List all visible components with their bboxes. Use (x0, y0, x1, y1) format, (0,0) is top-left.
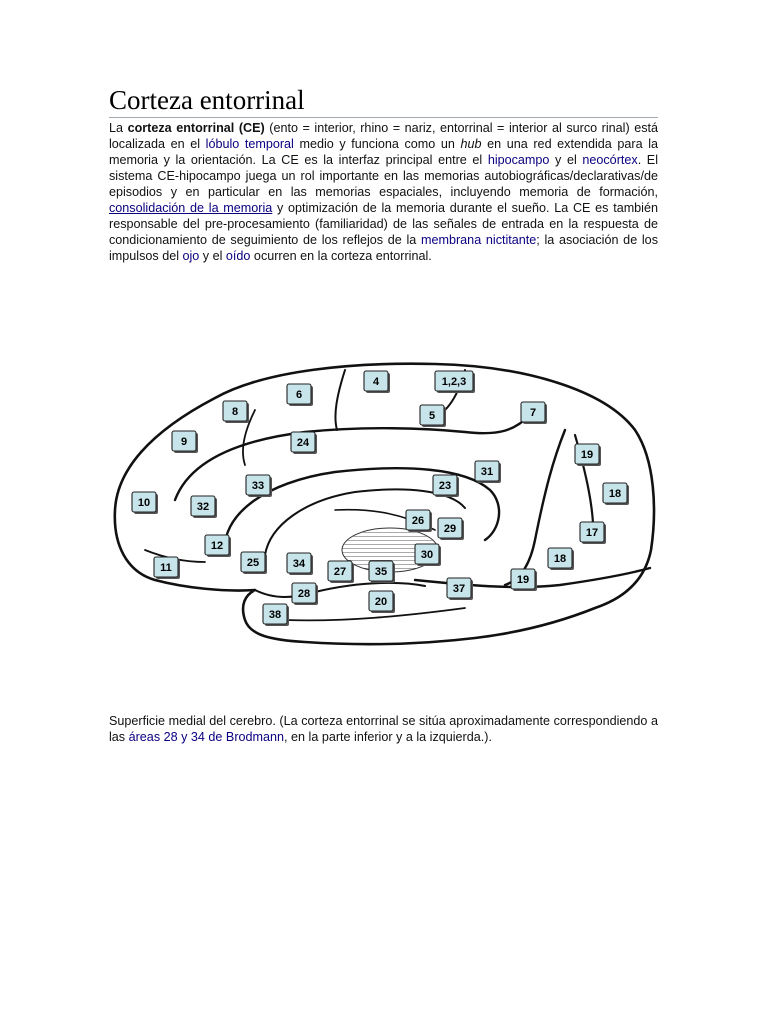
label-text: 35 (374, 566, 388, 578)
label-text: 33 (251, 480, 265, 492)
text-segment: y el (199, 249, 226, 263)
brodmann-area-29[interactable] (438, 518, 464, 540)
text-segment: , en la parte inferior y a la izquierda.). (284, 730, 492, 744)
brodmann-area-34[interactable] (287, 553, 313, 575)
brodmann-area-19[interactable] (575, 444, 601, 466)
label-text: 10 (137, 497, 151, 509)
brodmann-area-31[interactable] (475, 461, 501, 483)
link-consolidacion-memoria[interactable]: consolidación de la memoria (109, 201, 273, 215)
link-areas-brodmann[interactable]: áreas 28 y 34 de Brodmann (128, 730, 285, 744)
brodmann-area-9[interactable] (172, 431, 198, 453)
link-neocortex[interactable]: neocórtex (582, 153, 638, 167)
label-text: 9 (180, 436, 188, 448)
label-text: 26 (411, 515, 425, 527)
label-text: 6 (295, 389, 303, 401)
label-text: 7 (529, 407, 537, 419)
brodmann-area-4[interactable] (364, 371, 390, 393)
text-segment: Superficie medial del cerebro. (La corteza entorrinal se sitúa aproximadamente correspondiendo a las (109, 714, 658, 744)
label-text: 25 (246, 557, 260, 569)
brodmann-area-35[interactable] (369, 561, 395, 583)
label-text: 30 (420, 549, 434, 561)
link-hipocampo[interactable]: hipocampo (487, 153, 550, 167)
brain-medial-surface-figure (105, 340, 665, 660)
brodmann-area-5[interactable] (420, 405, 446, 427)
text-segment: ocurren en la corteza entorrinal. (250, 249, 432, 263)
brodmann-area-1-2-3[interactable] (435, 371, 475, 393)
brodmann-area-11[interactable] (154, 557, 180, 579)
bold-term: corteza entorrinal (CE) (127, 121, 265, 135)
text-segment: La (109, 121, 128, 135)
brain-diagram (105, 340, 665, 660)
text-segment: ; la asociación de los impulsos del (109, 233, 658, 263)
brodmann-area-12[interactable] (205, 535, 231, 557)
brodmann-area-6[interactable] (287, 384, 313, 406)
text-segment: y optimización de la memoria durante el sueño. La CE es también responsable del pre-procesamiento (familiaridad) de las señales de entrada en la respuesta de condicionamiento de seguimiento de los reflejos de la (109, 201, 658, 247)
brodmann-area-10[interactable] (132, 492, 158, 514)
label-text: 29 (443, 523, 457, 535)
brodmann-area-26[interactable] (406, 510, 432, 532)
label-text: 11 (160, 562, 172, 574)
label-text: 38 (268, 609, 282, 621)
label-text: 24 (296, 437, 310, 449)
brodmann-area-32[interactable] (191, 496, 217, 518)
cingulate-sulcus (175, 415, 530, 500)
brodmann-area-18[interactable] (548, 548, 574, 570)
link-oido[interactable]: oído (225, 249, 251, 263)
label-text: 18 (553, 553, 567, 565)
label-text: 5 (428, 410, 436, 422)
label-text: 28 (297, 588, 311, 600)
label-text: 37 (452, 583, 466, 595)
temporal-sulcus (255, 583, 425, 597)
brodmann-area-7[interactable] (521, 402, 547, 424)
label-text: 12 (210, 540, 224, 552)
label-text: 19 (580, 449, 594, 461)
label-text: 8 (231, 406, 239, 418)
brodmann-area-37[interactable] (447, 578, 473, 600)
link-membrana-nictitante[interactable]: membrana nictitante (421, 233, 537, 247)
label-text: 17 (585, 527, 599, 539)
label-text: 19 (516, 574, 530, 586)
paracentral-sulcus (335, 370, 345, 430)
label-text: 20 (374, 596, 388, 608)
label-text: 23 (438, 480, 452, 492)
link-lobulo-temporal[interactable]: lóbulo temporal (205, 137, 294, 151)
brodmann-area-24[interactable] (291, 432, 317, 454)
text-segment: en una red extendida para la memoria y la orientación. La CE es la interfaz principal entre el (109, 137, 659, 167)
brodmann-area-20[interactable] (369, 591, 395, 613)
brodmann-area-38[interactable] (263, 604, 289, 626)
brodmann-area-18[interactable] (603, 483, 629, 505)
brodmann-area-19[interactable] (511, 569, 537, 591)
label-text: 4 (372, 376, 380, 388)
brodmann-area-17[interactable] (580, 522, 606, 544)
brodmann-area-27[interactable] (328, 561, 354, 583)
brodmann-area-33[interactable] (246, 475, 272, 497)
page-title: Corteza entorrinal (109, 85, 305, 115)
text-segment: . El sistema CE-hipocampo juega un rol importante en las memorias autobiográficas/declarativas/de episodios y en particular en las memorias espaciales, incluyendo memoria de formación, (109, 153, 658, 199)
label-text: 32 (196, 501, 210, 513)
article-paragraph (109, 120, 658, 264)
brodmann-area-30[interactable] (415, 544, 441, 566)
label-text: 1,2,3 (441, 376, 467, 388)
text-segment: (ento = interior, rhino = nariz, entorrinal = interior al surco rinal) está localizada en el (109, 121, 659, 151)
text-segment: medio y funciona como un (293, 137, 461, 151)
label-text: 31 (480, 466, 494, 478)
label-text: 34 (292, 558, 306, 570)
text-segment: y el (549, 153, 583, 167)
label-text: 18 (608, 488, 622, 500)
title-divider (109, 117, 658, 118)
link-ojo[interactable]: ojo (182, 249, 200, 263)
brodmann-area-28[interactable] (292, 583, 318, 605)
label-text: 27 (333, 566, 347, 578)
brodmann-area-25[interactable] (241, 552, 267, 574)
brodmann-area-23[interactable] (433, 475, 459, 497)
brodmann-area-8[interactable] (223, 401, 249, 423)
italic-hub: hub (460, 137, 482, 151)
figure-caption (109, 713, 658, 745)
